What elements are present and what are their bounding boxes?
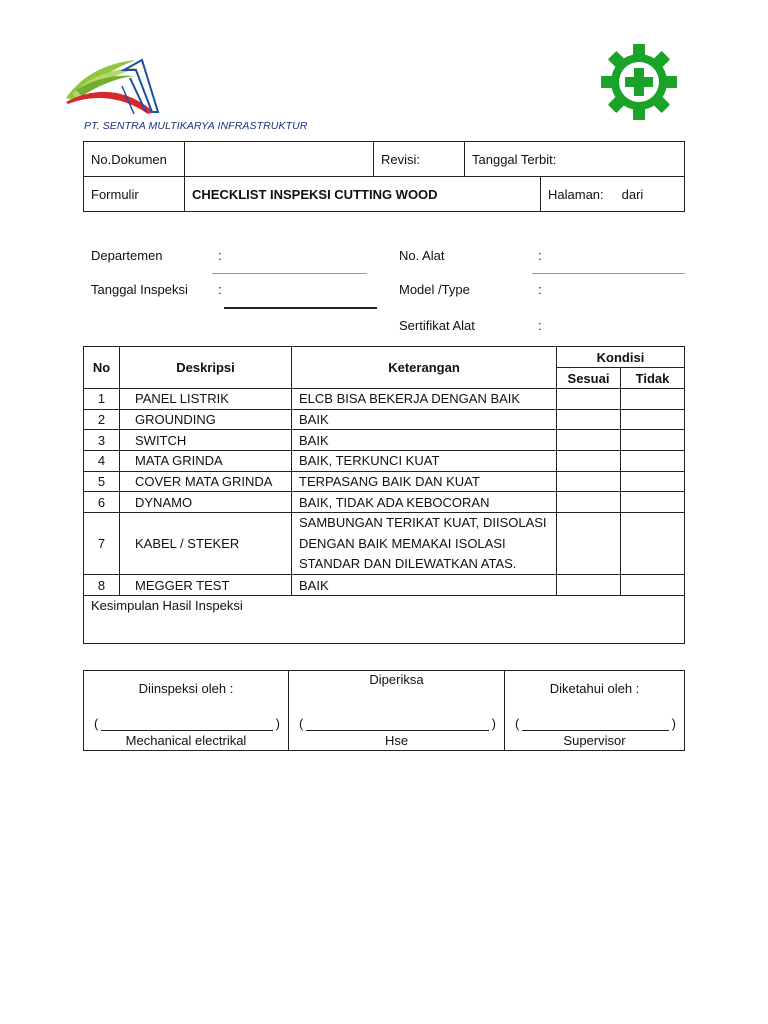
row-ok-cell[interactable] xyxy=(557,513,621,575)
row-remarks-line: DENGAN BAIK MEMAKAI ISOLASI xyxy=(299,535,506,551)
col-remarks-header: Keterangan xyxy=(292,347,557,389)
row-ok-cell[interactable] xyxy=(557,389,621,410)
signature-block-supervisor[interactable] xyxy=(505,671,685,751)
signature-underline xyxy=(522,730,669,731)
row-not-ok-cell[interactable] xyxy=(621,430,685,451)
table-row xyxy=(84,471,685,492)
row-not-ok-cell[interactable] xyxy=(621,513,685,575)
row-ok-cell[interactable] xyxy=(557,430,621,451)
signature-name: Mechanical electrikal xyxy=(125,733,247,748)
table-row xyxy=(84,575,685,596)
row-description: DYNAMO xyxy=(120,492,292,513)
row-ok-cell[interactable] xyxy=(557,409,621,430)
col-description-header: Deskripsi xyxy=(120,347,292,389)
doc-number-value[interactable] xyxy=(185,142,374,177)
col-ok-header: Sesuai xyxy=(557,368,621,389)
row-remarks: BAIK, TIDAK ADA KEBOCORAN xyxy=(292,492,557,513)
signature-underline xyxy=(306,730,489,731)
company-logo xyxy=(64,56,160,116)
table-row xyxy=(84,430,685,451)
row-not-ok-cell[interactable] xyxy=(621,451,685,472)
page-field xyxy=(541,177,685,212)
paren-open: ( xyxy=(94,716,99,731)
row-description: SWITCH xyxy=(120,430,292,451)
department-colon: : xyxy=(218,248,222,263)
inspection-date-colon: : xyxy=(218,282,222,297)
row-number: 5 xyxy=(84,471,120,492)
inspection-date-underline[interactable] xyxy=(224,307,377,309)
row-ok-cell[interactable] xyxy=(557,471,621,492)
row-number: 1 xyxy=(84,389,120,410)
row-description: GROUNDING xyxy=(120,409,292,430)
tool-number-underline[interactable] xyxy=(532,273,685,274)
certificate-colon: : xyxy=(538,318,542,333)
safety-gear-cross-icon xyxy=(598,44,680,120)
row-remarks: BAIK xyxy=(292,409,557,430)
revision-label: Revisi: xyxy=(374,142,465,177)
form-title: CHECKLIST INSPEKSI CUTTING WOOD xyxy=(185,177,541,212)
row-number: 4 xyxy=(84,451,120,472)
row-number: 2 xyxy=(84,409,120,430)
row-remarks: BAIK xyxy=(292,430,557,451)
row-not-ok-cell[interactable] xyxy=(621,389,685,410)
page-of-label: dari xyxy=(621,186,644,202)
row-description: MATA GRINDA xyxy=(120,451,292,472)
page-label: Halaman: xyxy=(548,186,604,202)
certificate-label: Sertifikat Alat xyxy=(399,318,475,333)
row-number: 6 xyxy=(84,492,120,513)
table-row xyxy=(84,409,685,430)
row-not-ok-cell[interactable] xyxy=(621,471,685,492)
inspection-conclusion-field[interactable]: Kesimpulan Hasil Inspeksi xyxy=(84,596,685,644)
model-type-colon: : xyxy=(538,282,542,297)
row-remarks: ELCB BISA BEKERJA DENGAN BAIK xyxy=(292,389,557,410)
signature-name: Supervisor xyxy=(563,733,626,748)
row-description: COVER MATA GRINDA xyxy=(120,471,292,492)
row-number: 3 xyxy=(84,430,120,451)
signature-name: Hse xyxy=(384,733,409,748)
company-name: PT. SENTRA MULTIKARYA INFRASTRUKTUR xyxy=(84,120,308,132)
row-description: KABEL / STEKER xyxy=(120,513,292,575)
inspection-date-label: Tanggal Inspeksi xyxy=(91,282,188,297)
signature-table xyxy=(83,670,685,751)
col-no-header: No xyxy=(84,347,120,389)
row-not-ok-cell[interactable] xyxy=(621,575,685,596)
signature-role: Diperiksa xyxy=(369,672,424,687)
table-row xyxy=(84,451,685,472)
doc-number-label: No.Dokumen xyxy=(84,142,185,177)
paren-open: ( xyxy=(299,716,304,731)
table-row xyxy=(84,513,685,575)
tool-number-colon: : xyxy=(538,248,542,263)
department-underline[interactable] xyxy=(212,273,367,274)
form-label: Formulir xyxy=(84,177,185,212)
row-number: 8 xyxy=(84,575,120,596)
row-remarks: TERPASANG BAIK DAN KUAT xyxy=(292,471,557,492)
signature-block-reviewer[interactable] xyxy=(289,671,505,751)
signature-block-inspector[interactable] xyxy=(84,671,289,751)
signature-role: Diketahui oleh : xyxy=(549,681,640,696)
row-remarks xyxy=(292,513,557,575)
row-not-ok-cell[interactable] xyxy=(621,409,685,430)
paren-close: ) xyxy=(491,716,496,731)
model-type-label: Model /Type xyxy=(399,282,470,297)
row-remarks: BAIK, TERKUNCI KUAT xyxy=(292,451,557,472)
document-header-table xyxy=(83,141,685,212)
table-row xyxy=(84,492,685,513)
row-remarks: BAIK xyxy=(292,575,557,596)
row-description: MEGGER TEST xyxy=(120,575,292,596)
row-remarks-line: STANDAR DAN DILEWATKAN ATAS. xyxy=(299,555,517,571)
paren-open: ( xyxy=(515,716,520,731)
signature-role: Diinspeksi oleh : xyxy=(138,681,234,696)
row-ok-cell[interactable] xyxy=(557,492,621,513)
issue-date-label: Tanggal Terbit: xyxy=(465,142,685,177)
row-remarks-line: SAMBUNGAN TERIKAT KUAT, DIISOLASI xyxy=(299,515,547,531)
row-number: 7 xyxy=(84,513,120,575)
row-description: PANEL LISTRIK xyxy=(120,389,292,410)
row-ok-cell[interactable] xyxy=(557,451,621,472)
table-row xyxy=(84,389,685,410)
paren-close: ) xyxy=(671,716,676,731)
department-label: Departemen xyxy=(91,248,163,263)
col-condition-header: Kondisi xyxy=(557,347,685,368)
tool-number-label: No. Alat xyxy=(399,248,445,263)
paren-close: ) xyxy=(275,716,280,731)
checklist-table xyxy=(83,346,685,644)
col-not-ok-header: Tidak xyxy=(621,368,685,389)
row-not-ok-cell[interactable] xyxy=(621,492,685,513)
row-ok-cell[interactable] xyxy=(557,575,621,596)
signature-underline xyxy=(101,730,273,731)
